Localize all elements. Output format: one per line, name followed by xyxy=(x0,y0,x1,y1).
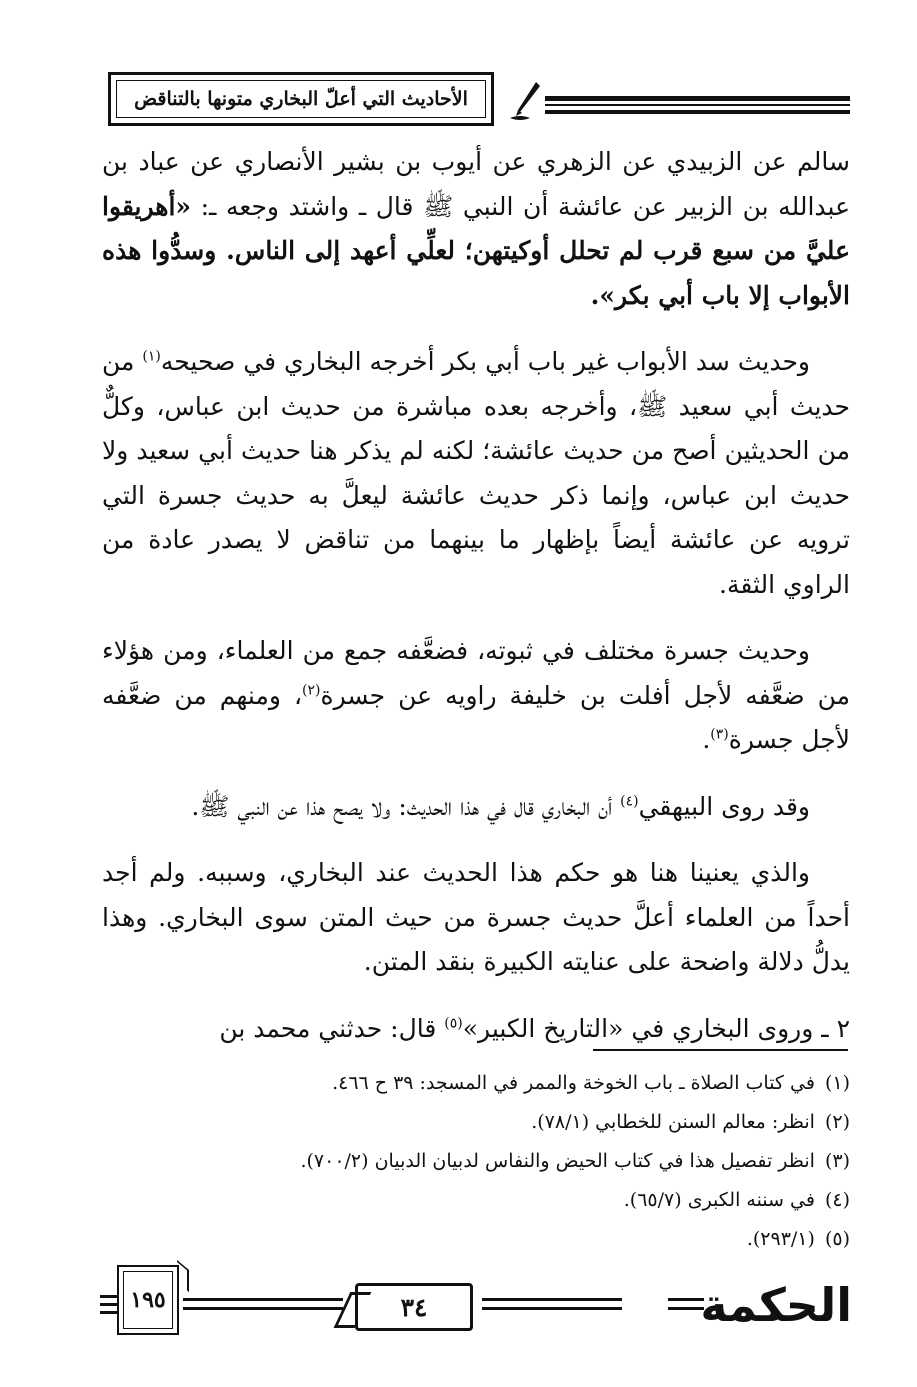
footnote-number: (٢) xyxy=(824,1111,850,1133)
paragraph-2-text-b: من حديث أبي سعيد ﷺ، وأخرجه بعده مباشرة من حديث ابن عباس، وكلٌّ من الحديثين أصح من حديث عائشة؛ لكنه لم يذكر هنا حديث أبي سعيد ولا حديث ابن عباس، وإنما ذكر حديث عائشة ليعلَّ به حديث جسرة التي ترويه عن عائشة أيضاً بإظهار ما بينهما من تناقض لا يصدر عادة من الراوي الثقة. xyxy=(102,347,850,599)
issue-number-box xyxy=(355,1283,473,1331)
footnote-3 xyxy=(230,1142,850,1181)
footnote-number: (٥) xyxy=(824,1228,850,1250)
footnote-text: انظر تفصيل هذا في كتاب الحيض والنفاس لدبيان الدبيان (٧٠٠/٢). xyxy=(300,1150,815,1172)
page-number-box xyxy=(117,1265,179,1335)
footnote-4 xyxy=(230,1181,850,1220)
magazine-logo: الحكمة xyxy=(700,1278,852,1332)
footnote-ref-2[interactable]: (٢) xyxy=(302,682,321,699)
paragraph-3-text-a: وحديث جسرة مختلف في ثبوته، فضعَّفه جمع من العلماء، ومن هؤلاء من ضعَّفه لأجل أفلت بن خليفة راويه عن جسرة xyxy=(102,636,851,710)
footer-rule-left-3 xyxy=(100,1311,117,1314)
paragraph-3-text-b: ، ومنهم من ضعَّفه لأجل جسرة xyxy=(102,680,850,754)
footnote-5 xyxy=(230,1220,850,1259)
paragraph-1-text: سالم عن الزبيدي عن الزهري عن أيوب بن بشير الأنصاري عن عباد بن عبدالله بن الزبير عن عائشة أن النبي ﷺ قال ـ واشتد وجعه ـ: xyxy=(102,147,850,221)
paragraph-3 xyxy=(102,629,850,763)
footnote-text: انظر: معالم السنن للخطابي (٧٨/١). xyxy=(531,1111,815,1133)
footnotes xyxy=(230,1064,850,1259)
footer-rule-right-short xyxy=(668,1298,704,1301)
header-rule-mid xyxy=(545,104,850,106)
header-rule-bottom xyxy=(545,110,850,114)
paragraph-2 xyxy=(102,340,850,607)
footnote-text: (٢٩٣/١). xyxy=(746,1228,815,1250)
footnote-ref-1[interactable]: (١) xyxy=(142,348,161,365)
running-header-title: الأحاديث التي أعلّ البخاري متونها بالتناقض xyxy=(134,88,468,110)
header-rule-top xyxy=(545,96,850,101)
paragraph-1 xyxy=(102,140,850,318)
footnote-number: (٤) xyxy=(824,1189,850,1211)
quill-pen-icon xyxy=(506,80,546,122)
paragraph-5 xyxy=(102,851,850,985)
paragraph-4-text-a: وقد روى البيهقي xyxy=(638,791,810,821)
footnote-text: في كتاب الصلاة ـ باب الخوخة والممر في المسجد: ٣٩ ح ٤٦٦. xyxy=(332,1072,815,1094)
footer-rule-left-2 xyxy=(100,1303,117,1306)
footer-rule-center xyxy=(183,1298,343,1301)
page-number: ١٩٥ xyxy=(130,1287,166,1313)
footnote-text: في سننه الكبرى (٦٥/٧). xyxy=(623,1189,815,1211)
paragraph-2-text-a: وحديث سد الأبواب غير باب أبي بكر أخرجه البخاري في صحيحه xyxy=(160,347,810,376)
footer-rule-right xyxy=(482,1298,622,1301)
footnote-number: (١) xyxy=(824,1072,850,1094)
main-text xyxy=(102,140,850,1073)
paragraph-6-text-b: قال: حدثني محمد بن xyxy=(219,1013,445,1043)
footer-rule-right-short-2 xyxy=(668,1307,704,1310)
paragraph-5-text: والذي يعنينا هنا هو حكم هذا الحديث عند البخاري، وسببه. ولم أجد أحداً من العلماء أعلَّ حديث جسرة من حيث المتن سوى البخاري. وهذا يدلُّ دلالة واضحة على عنايته الكبيرة بنقد المتن. xyxy=(102,858,850,976)
paragraph-6-text-a: ٢ ـ وروى البخاري في «التاريخ الكبير» xyxy=(462,1013,850,1043)
issue-number: ٣٤ xyxy=(400,1292,428,1322)
header-title-box xyxy=(108,72,494,126)
paragraph-4 xyxy=(102,785,850,830)
footer-rule-center-2 xyxy=(183,1307,343,1310)
footer-rule-right-2 xyxy=(482,1307,622,1310)
footnote-ref-3[interactable]: (٣) xyxy=(710,726,729,743)
footnote-1 xyxy=(230,1064,850,1103)
hadith-quote: «أهريقوا عليَّ من سبع قرب لم تحلل أوكيتهن؛ لعلِّي أعهد إلى الناس. وسدُّوا هذه الأبواب إلا باب أبي بكر». xyxy=(102,191,850,310)
footer-rule-left xyxy=(100,1295,117,1298)
footnote-separator xyxy=(593,1049,848,1051)
footnote-2 xyxy=(230,1103,850,1142)
paragraph-6 xyxy=(102,1007,850,1052)
paragraph-4-text-b: أن البخاري قال في هذا الحديث: ولا يصح هذا عن النبي ﷺ. xyxy=(191,791,621,821)
footnote-ref-5[interactable]: (٥) xyxy=(444,1015,463,1032)
footnote-ref-4[interactable]: (٤) xyxy=(620,793,639,810)
paragraph-3-text-c: . xyxy=(702,725,711,754)
footnote-number: (٣) xyxy=(824,1150,850,1172)
